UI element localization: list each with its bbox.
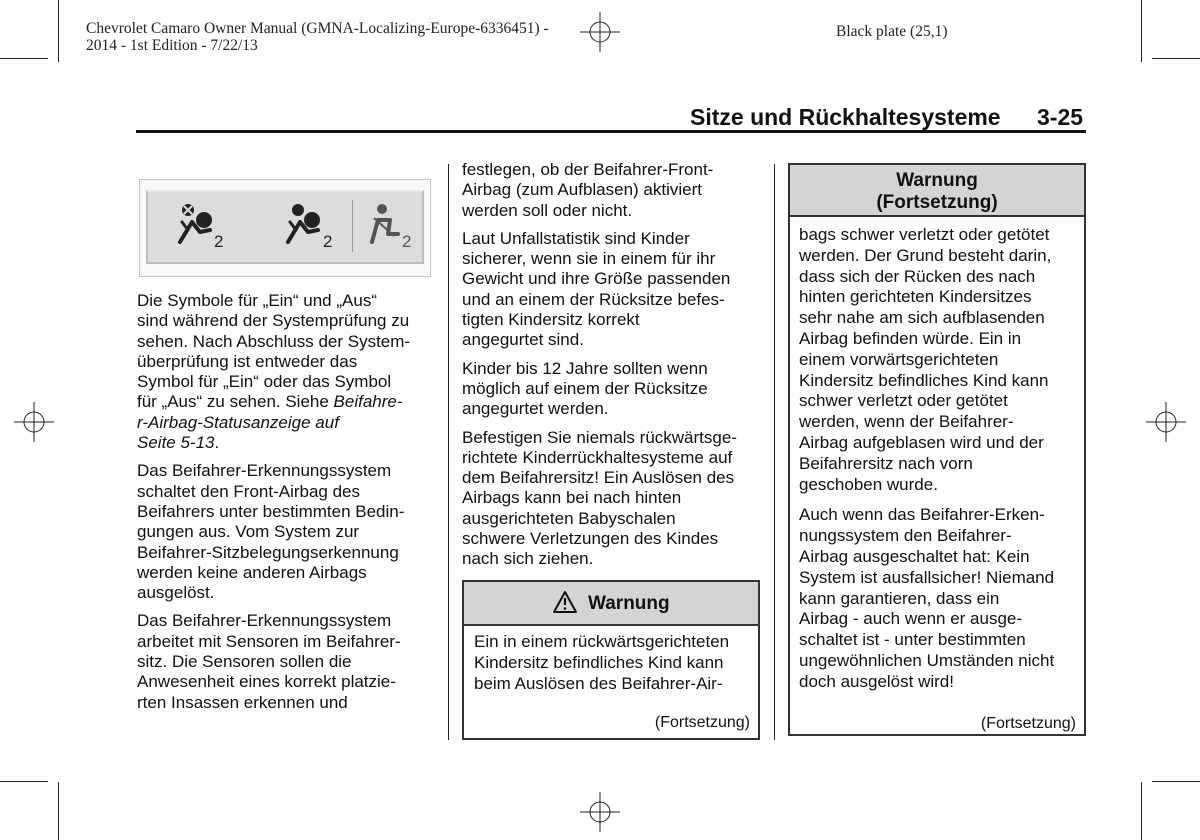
status-divider <box>352 200 353 252</box>
passenger-airbag-status-panel <box>139 179 431 277</box>
col2-paragraph-3: Kinder bis 12 Jahre sollten wenn möglich auf einem der Rücksitze angegurtet werden. <box>462 358 708 419</box>
registration-mark-bottom <box>580 792 620 832</box>
registration-mark-right <box>1146 402 1186 442</box>
plate-label: Black plate (25,1) <box>836 23 948 40</box>
col1-paragraph-1: Die Symbole für „Ein“ und „Aus“ sind während der Systemprüfung zu sehen. Nach Abschluss der System‐ überprüfung ist entweder das Symbol für „Ein“ oder das Symbol für „Aus“ zu sehen. Siehe Beifahre‐ r-Airbag-Statusanzeige auf Seite 5‑13. <box>137 291 411 453</box>
warning-continued-title: Warnung <box>896 170 978 191</box>
status-subscript-3: 2 <box>402 232 412 251</box>
warning-triangle-icon <box>552 590 578 614</box>
page-number: 3-25 <box>1037 104 1084 130</box>
section-title: Sitze und Rückhaltesysteme <box>690 104 1001 130</box>
status-subscript-1: 2 <box>214 232 224 251</box>
status-subscript-2: 2 <box>323 232 333 251</box>
title-rule <box>136 130 1086 133</box>
warning-continued-body <box>799 225 1084 703</box>
warning-header <box>464 582 758 626</box>
warning-box-continued <box>788 163 1086 736</box>
continuation-note: (Fortsetzung) <box>654 714 750 731</box>
warning-continued-header <box>790 165 1084 217</box>
col2-paragraph-1: festlegen, ob der Beifahrer-Front- Airbag (zum Aufblasen) aktiviert werden soll oder nicht. <box>462 160 714 220</box>
status-panel-face <box>146 190 424 264</box>
print-meta-line-1: Chevrolet Camaro Owner Manual (GMNA-Localizing-Europe-6336451) - <box>86 20 549 37</box>
col2-paragraph-4: Befestigen Sie niemals rückwärtsge‐ richtete Kinderrückhaltesysteme auf dem Beifahrersitz! Ein Auslösen des Airbags kann bei nach hinten ausgerichteten Babyschalen schwere Verletzungen des Kindes nach sich ziehen. <box>462 427 737 569</box>
col1-paragraph-2: Das Beifahrer-Erkennungssystem schaltet den Front-Airbag des Beifahrers unter bestimmten Bedin‐ gungen aus. Vom System zur Beifahrer-Sitzbelegungserkennung werden keine anderen Airbags ausgelöst. <box>137 461 405 603</box>
col2-paragraph-2: Laut Unfallstatistik sind Kinder sicherer, wenn sie in einem für ihr Gewicht und ihre Größe passenden und an einem der Rücksitze befes‐ tigten Kindersitz korrekt angegurtet sind. <box>462 228 731 350</box>
warning-box <box>462 580 760 740</box>
column-2 <box>462 160 767 578</box>
registration-mark-left <box>14 402 54 442</box>
col1-paragraph-3: Das Beifahrer-Erkennungssystem arbeitet mit Sensoren im Beifahrer‐ sitz. Die Sensoren sollen die Anwesenheit eines korrekt platzie‐ rten Insassen erkennen und <box>137 611 401 712</box>
continuation-note-2: (Fortsetzung) <box>980 715 1076 732</box>
column-separator-2 <box>774 164 775 740</box>
column-separator-1 <box>448 164 449 740</box>
print-meta <box>86 20 606 54</box>
warning-title: Warnung <box>588 593 670 614</box>
warning-body: Ein in einem rückwärtsgerichteten Kindersitz befindliches Kind kann beim Auslösen des Beifahrer-Air‐ <box>474 632 730 693</box>
status-reference-link[interactable]: Beifahre‐ r-Airbag-Statusanzeige auf Seite 5‑13 <box>137 392 403 453</box>
column-1 <box>137 291 437 721</box>
warning-continued-subtitle: (Fortsetzung) <box>876 192 998 213</box>
warning-continued-paragraph-2: Auch wenn das Beifahrer-Erken‐ nungssystem den Beifahrer- Airbag ausgeschaltet hat: Kein System ist ausfallsicher! Niemand kann garantieren, dass ein Airbag - auch wenn er ausge‐ schaltet ist - unter bestimmten ungewöhnlichen Umständen nicht doch ausgelöst wird! <box>799 505 1055 691</box>
warning-continued-paragraph-1: bags schwer verletzt oder getötet werden. Der Grund besteht darin, dass sich der Rücken des nach hinten gerichteten Kindersitzes sehr nahe am sich aufblasenden Airbag befinden würde. Ein in einem vorwärtsgerichteten Kindersitz befindliches Kind kann schwer verletzt oder getötet werden, wenn der Beifahrer- Airbag aufgeblasen wird und der Beifahrersitz nach vorn geschoben wurde. <box>799 225 1052 494</box>
print-meta-line-2: 2014 - 1st Edition - 7/22/13 <box>86 37 258 54</box>
